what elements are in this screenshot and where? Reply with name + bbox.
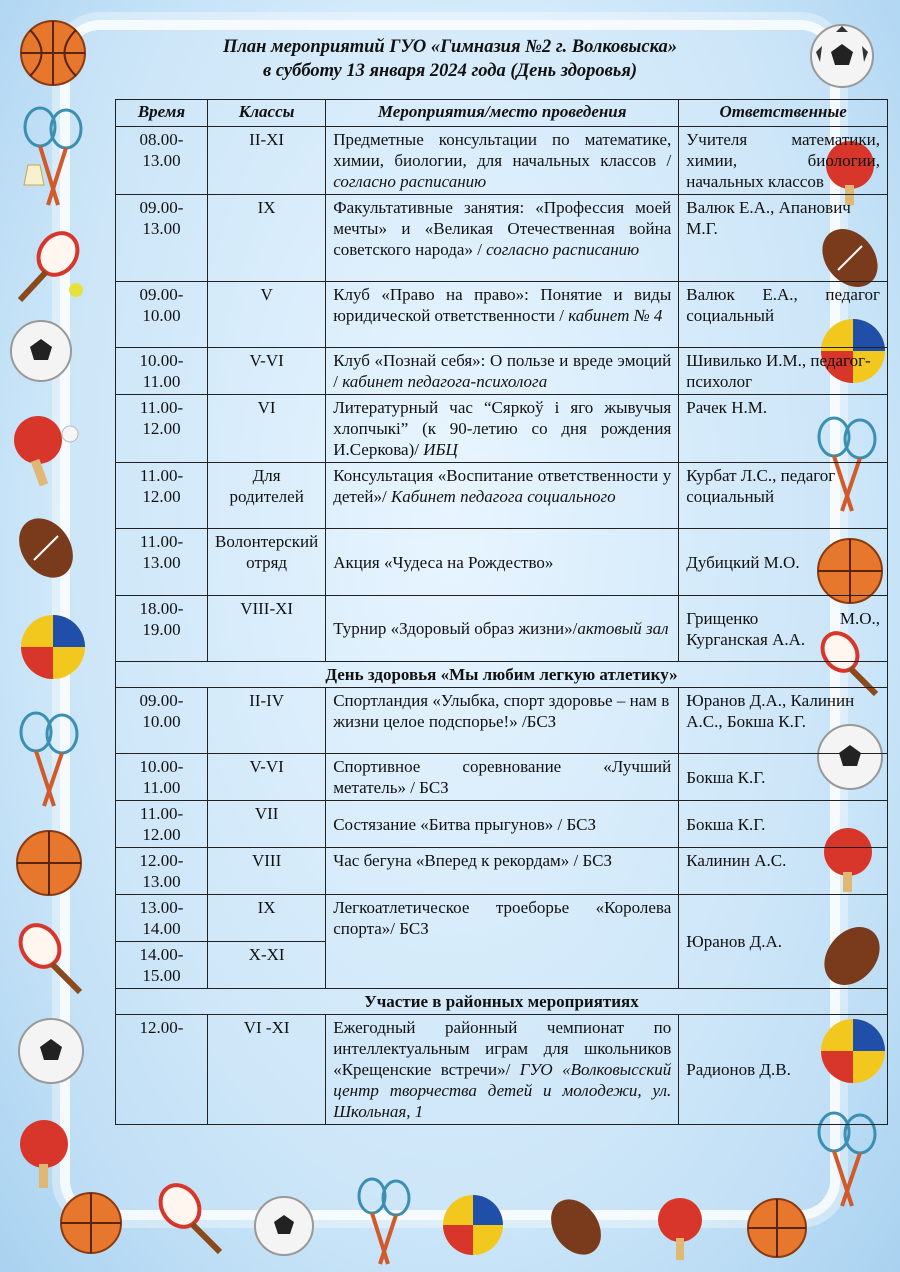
activity-cell — [326, 282, 679, 348]
table-row — [116, 801, 888, 848]
responsible-cell: Дубицкий М.О. — [679, 529, 888, 596]
responsible-cell: Курбат Л.С., педагог социальный — [679, 463, 888, 529]
american-football-icon — [16, 512, 76, 584]
activity-cell: Спортландия «Улыбка, спорт здоровье – нам в жизни целое подспорье!» /БСЗ — [326, 688, 679, 754]
tennis-racket-icon — [150, 1180, 230, 1260]
section-title-district-events: Участие в районных мероприятиях — [116, 989, 888, 1015]
classes-cell: Волонтерский отряд — [208, 529, 326, 596]
table-row — [116, 282, 888, 348]
table-row — [116, 848, 888, 895]
volleyball-icon — [440, 1192, 506, 1258]
classes-cell: V-VI — [208, 754, 326, 801]
responsible-cell: Бокша К.Г. — [679, 801, 888, 848]
badminton-rackets-icon — [812, 1110, 882, 1210]
activity-cell — [326, 395, 679, 463]
basketball-icon — [58, 1190, 124, 1256]
basketball-icon — [745, 1196, 809, 1260]
table-row — [116, 754, 888, 801]
time-cell: 18.00-19.00 — [116, 596, 208, 662]
table-header-row — [116, 100, 888, 127]
soccer-ball-icon — [16, 1016, 86, 1086]
classes-cell: V-VI — [208, 348, 326, 395]
page-subtitle: в субботу 13 января 2024 года (День здоровья) — [262, 61, 638, 81]
responsible-cell: Юранов Д.А., Калинин А.С., Бокша К.Г. — [679, 688, 888, 754]
activity-cell — [326, 529, 679, 596]
responsible-cell: Радионов Д.В. — [679, 1015, 888, 1125]
place-text: ГУО «Волковысский центр творчества детей и молодежи, ул. Школьная, 1 — [333, 1060, 672, 1121]
column-header-activity: Мероприятия/место проведения — [326, 100, 679, 127]
responsible-cell: Валюк Е.А., Апанович М.Г. — [679, 195, 888, 282]
time-cell: 12.00-13.00 — [116, 848, 208, 895]
activity-text: Предметные консультации по математике, химии, биологии, для начальных классов / — [333, 130, 672, 170]
activity-cell — [326, 348, 679, 395]
responsible-cell: Шивилько И.М., педагог-психолог — [679, 348, 888, 395]
place-text: актовый зал — [577, 619, 669, 638]
responsible-cell: Калинин А.С. — [679, 848, 888, 895]
tennis-racket-icon — [10, 228, 90, 308]
activity-text: Ежегодный районный чемпионат по интеллектуальным играм для школьников «Крещенские встречи»/ — [333, 1018, 672, 1079]
activity-text: Факультативные занятия: «Профессия моей мечты» и «Великая Отечественная война советского народа» / — [333, 198, 672, 259]
time-cell: 11.00-12.00 — [116, 463, 208, 529]
classes-cell: II-IV — [208, 688, 326, 754]
activity-cell — [326, 1015, 679, 1125]
classes-cell: VIII — [208, 848, 326, 895]
american-football-icon — [546, 1192, 606, 1262]
table-row — [116, 463, 888, 529]
place-text: согласно расписанию — [486, 240, 640, 259]
activity-cell: Легкоатлетическое троеборье «Королева спорта»/ БСЗ — [326, 895, 679, 989]
time-cell: 13.00-14.00 — [116, 895, 208, 942]
activity-text: Литературный час “Сяркоў і яго жывучыя хлопчыкі” (к 90-летию со дня рождения И.Серкова)/ — [333, 398, 672, 459]
responsible-cell: Учителя математики, химии, биологии, начальных классов — [679, 127, 888, 195]
classes-cell: X-XI — [208, 942, 326, 989]
basketball-icon — [14, 828, 84, 898]
badminton-rackets-icon — [352, 1176, 416, 1266]
table-row — [116, 348, 888, 395]
activity-cell — [326, 596, 679, 662]
soccer-ball-icon — [8, 318, 74, 384]
time-cell: 10.00-11.00 — [116, 348, 208, 395]
section-row — [116, 989, 888, 1015]
responsible-cell: Юранов Д.А. — [679, 895, 888, 989]
section-row — [116, 662, 888, 688]
volleyball-icon — [18, 612, 88, 682]
activity-cell: Спортивное соревнование «Лучший метатель» / БСЗ — [326, 754, 679, 801]
responsible-cell: Рачек Н.М. — [679, 395, 888, 463]
classes-cell: V — [208, 282, 326, 348]
activity-text: Клуб «Познай себя»: О пользе и вреде эмоций / — [333, 351, 672, 391]
page-title: План мероприятий ГУО «Гимназия №2 г. Волковыска» — [222, 37, 678, 57]
classes-cell: IX — [208, 895, 326, 942]
place-text: кабинет № 4 — [568, 306, 663, 325]
time-cell: 10.00-11.00 — [116, 754, 208, 801]
classes-cell: IX — [208, 195, 326, 282]
activity-cell: Состязание «Битва прыгунов» / БСЗ — [326, 801, 679, 848]
table-row — [116, 895, 888, 942]
activity-text: Акция «Чудеса на Рождество» — [333, 552, 554, 572]
table-row — [116, 688, 888, 754]
classes-cell: VIII-XI — [208, 596, 326, 662]
time-cell: 14.00-15.00 — [116, 942, 208, 989]
time-cell: 08.00-13.00 — [116, 127, 208, 195]
ping-pong-paddle-icon — [8, 410, 88, 490]
responsible-cell: Валюк Е.А., педагог социальный — [679, 282, 888, 348]
time-cell: 11.00-12.00 — [116, 801, 208, 848]
activity-text: Клуб «Право на право»: Понятие и виды юридической ответственности / — [333, 285, 672, 325]
column-header-responsible: Ответственные — [679, 100, 888, 127]
table-row — [116, 1015, 888, 1125]
activity-cell — [326, 463, 679, 529]
activity-cell — [326, 127, 679, 195]
classes-cell: VI -XI — [208, 1015, 326, 1125]
classes-cell: II-XI — [208, 127, 326, 195]
badminton-rackets-icon — [14, 710, 84, 810]
classes-cell: VI — [208, 395, 326, 463]
activity-text: Консультация «Воспитание ответственности у детей»/ — [333, 466, 672, 506]
soccer-ball-icon — [252, 1194, 316, 1258]
badminton-rackets-icon — [18, 105, 88, 215]
time-cell: 09.00-10.00 — [116, 688, 208, 754]
classes-cell: Для родителей — [208, 463, 326, 529]
time-cell: 12.00- — [116, 1015, 208, 1125]
place-text: кабинет педагога-психолога — [342, 372, 548, 391]
tennis-racket-icon — [10, 920, 90, 1000]
place-text: Кабинет педагога социального — [390, 487, 616, 506]
time-cell: 09.00-13.00 — [116, 195, 208, 282]
activity-cell: Час бегуна «Вперед к рекордам» / БСЗ — [326, 848, 679, 895]
place-text: согласно расписанию — [333, 172, 487, 191]
ping-pong-paddle-icon — [12, 1112, 92, 1192]
table-row — [116, 395, 888, 463]
time-cell: 11.00-12.00 — [116, 395, 208, 463]
events-table — [115, 99, 888, 1125]
table-row — [116, 596, 888, 662]
place-text: ИБЦ — [423, 440, 458, 459]
table-row — [116, 127, 888, 195]
table-row — [116, 529, 888, 596]
time-cell: 11.00-13.00 — [116, 529, 208, 596]
section-title-health-day: День здоровья «Мы любим легкую атлетику» — [116, 662, 888, 688]
activity-text: Турнир «Здоровый образ жизни»/ — [333, 619, 578, 638]
column-header-classes: Классы — [208, 100, 326, 127]
activity-cell — [326, 195, 679, 282]
responsible-cell: Бокша К.Г. — [679, 754, 888, 801]
column-header-time: Время — [116, 100, 208, 127]
classes-cell: VII — [208, 801, 326, 848]
ping-pong-paddle-icon — [648, 1190, 718, 1262]
table-row — [116, 195, 888, 282]
responsible-cell: Грищенко М.О., Курганская А.А. — [679, 596, 888, 662]
time-cell: 09.00-10.00 — [116, 282, 208, 348]
